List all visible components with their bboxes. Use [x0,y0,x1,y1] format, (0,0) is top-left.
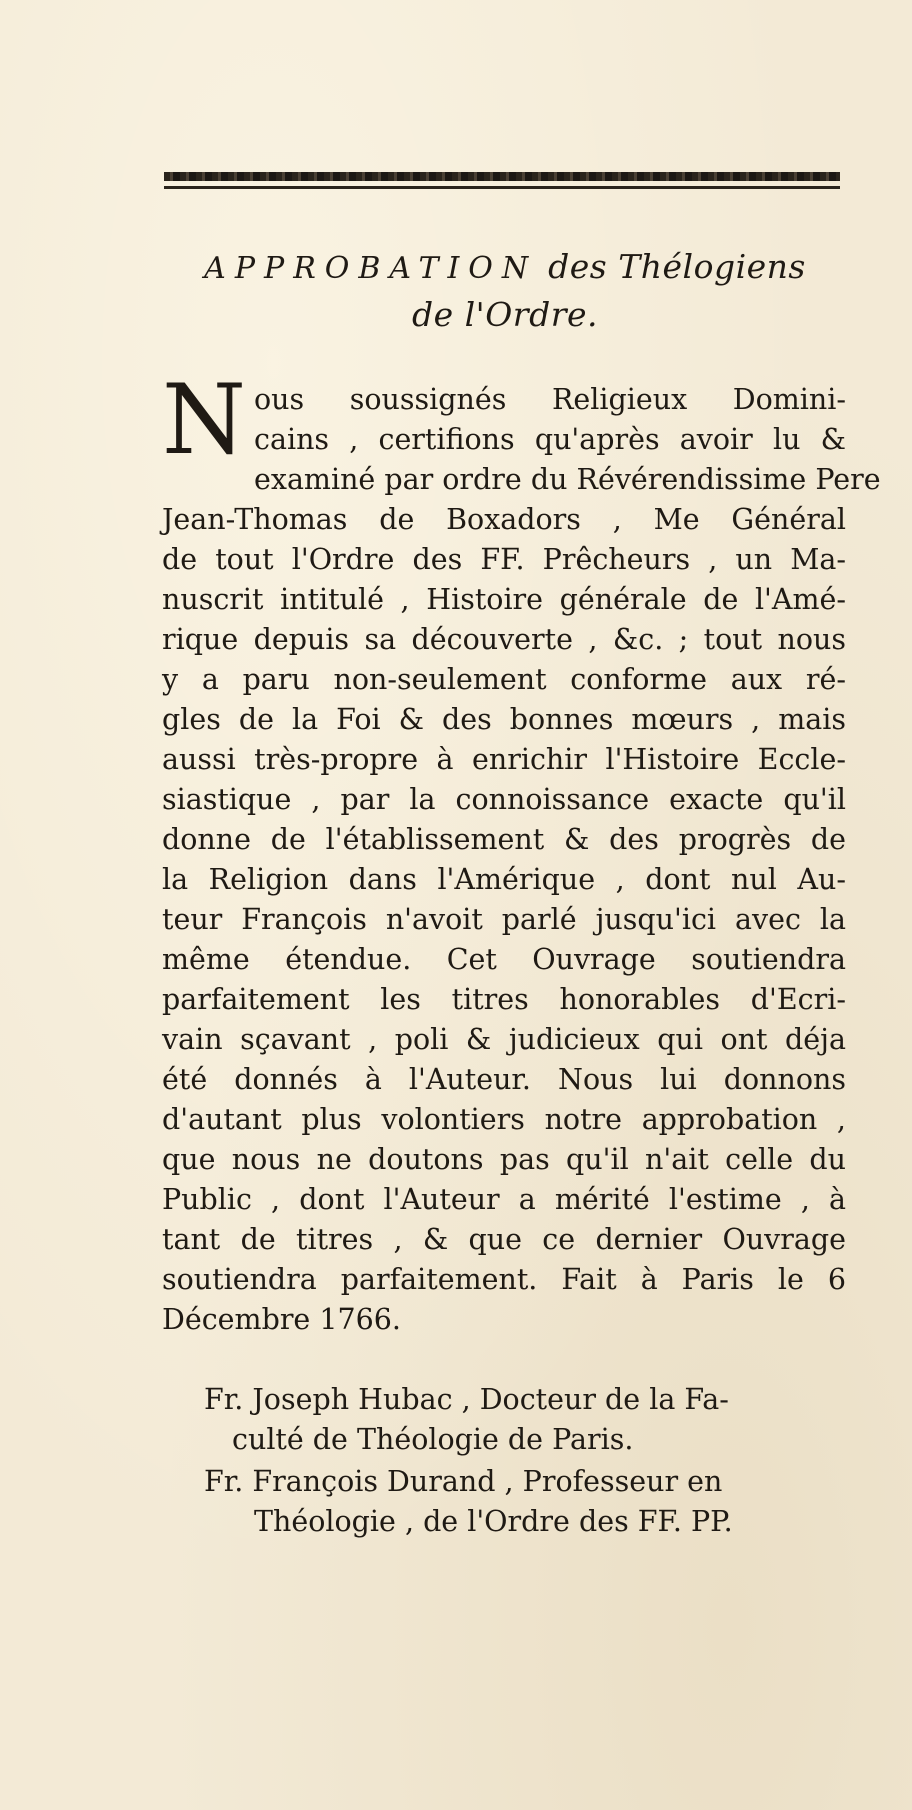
body-line: Jean-Thomas de Boxadors , Me Général [162,503,846,536]
body-line: parfaitement les titres honorables d'Ecri- [162,983,846,1016]
approbation-body [162,364,881,1340]
body-line: aussi très-propre à enrichir l'Histoire Eccle- [162,743,846,776]
body-line: teur François n'avoit parlé jusqu'ici avec la [162,903,846,936]
body-line: ous soussignés Religieux Domini- [254,383,846,416]
body-line: Public , dont l'Auteur a mérité l'estime , à [162,1183,846,1216]
body-line: même étendue. Cet Ouvrage soutiendra [162,943,846,976]
ornament-rule [164,186,840,189]
body-line: nuscrit intitulé , Histoire générale de l'Amé- [162,583,846,616]
signature-1-line-1: Fr. Joseph Hubac , Docteur de la Fa- [204,1383,729,1416]
body-line: rique depuis sa découverte , &c. ; tout nous [162,623,846,656]
body-line: vain sçavant , poli & judicieux qui ont déja [162,1023,846,1056]
heading-line-2: de l'Ordre. [411,295,599,334]
heading-caps: APPROBATION [204,251,538,286]
body-line: donne de l'établissement & des progrès de [162,823,846,856]
body-line: de tout l'Ordre des FF. Prêcheurs , un Ma- [162,543,846,576]
body-line: gles de la Foi & des bonnes mœurs , mais [162,703,846,736]
heading-rest: des Thélogiens [537,247,806,286]
signature-2-line-2: Théologie , de l'Ordre des FF. PP. [254,1505,733,1538]
body-line: la Religion dans l'Amérique , dont nul Au- [162,863,846,896]
body-line: d'autant plus volontiers notre approbation , [162,1103,846,1136]
body-line: tant de titres , & que ce dernier Ouvrage [162,1223,846,1256]
body-line: siastique , par la connoissance exacte qu'il [162,783,846,816]
body-line: Décembre 1766. [162,1303,401,1336]
approbation-heading [160,244,850,338]
body-line: que nous ne doutons pas qu'il n'ait celle du [162,1143,846,1176]
drop-cap: N [162,364,246,476]
body-line: cains , certifions qu'après avoir lu & [254,423,846,456]
body-line: été donnés à l'Auteur. Nous lui donnons [162,1063,846,1096]
signature-1-line-2: culté de Théologie de Paris. [232,1423,634,1456]
signature-2-line-1: Fr. François Durand , Professeur en [204,1465,723,1498]
decorative-rule [164,168,840,194]
body-line: soutiendra parfaitement. Fait à Paris le 6 [162,1263,846,1296]
body-line: examiné par ordre du Révérendissime Pere [254,463,881,496]
body-line: y a paru non-seulement conforme aux ré- [162,663,846,696]
ornament-band [164,172,840,181]
